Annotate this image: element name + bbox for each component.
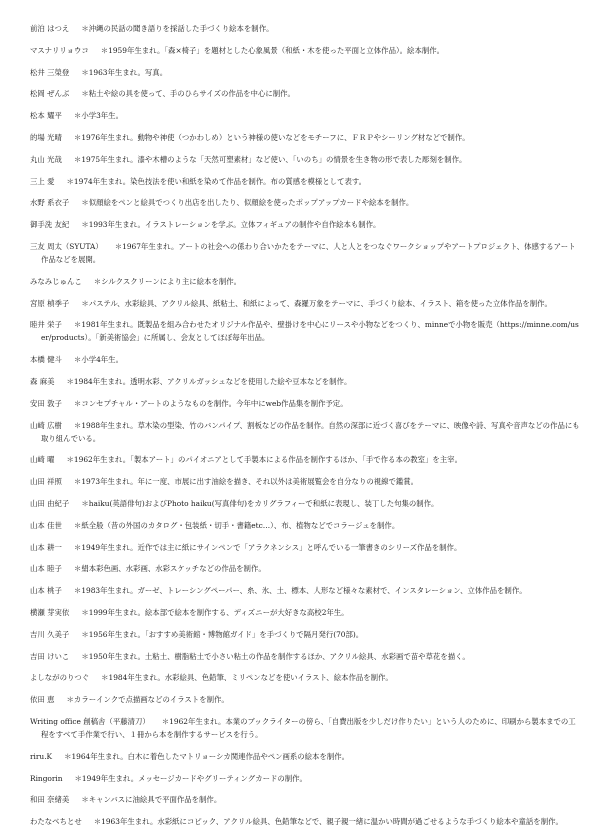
artist-description: ＊1956年生まれ。「おすすめ美術館・博物館ガイド」を手づくりで隔月発行(70部)。 [81, 629, 364, 639]
artist-description: ＊小学3年生。 [73, 111, 123, 121]
artist-description: ＊粘土や絵の具を使って、手のひらサイズの作品を中心に制作。 [81, 89, 295, 99]
artist-name: みなみじゅんこ [30, 276, 82, 286]
artist-entry [30, 297, 580, 310]
artist-entry [30, 497, 580, 510]
artist-name: 本橋 健斗 [30, 355, 62, 365]
artist-description: ＊1962年生まれ。本業のブックライターの傍ら、「自費出版を少しだけ作りたい」という人のために、印刷から製本までの工程をすべて手作業で行い、１冊から本を制作するサービスを行う。 [41, 716, 576, 739]
artist-entry [30, 750, 580, 763]
artist-entry [30, 240, 580, 266]
artist-name: 三友 周太（SYUTA） [30, 241, 103, 251]
artist-entry [30, 475, 580, 488]
artist-description: ＊1976年生まれ。動物や神使（つかわしめ）という神様の使いなどをモチーフに、ＦＲＰやシーリング材などで制作。 [73, 132, 470, 142]
artist-entry [30, 397, 580, 410]
artist-name: Writing office 創稿舎（平藤清刀） [30, 716, 150, 726]
artist-description: ＊haiku(英語俳句)およびPhoto haiku(写真俳句)をカリグラフィーで和紙に表現し、装丁した句集の制作。 [81, 498, 439, 508]
artist-name: 安田 敦子 [30, 398, 62, 408]
artist-name: わたなべちとせ [30, 817, 82, 827]
artist-entry [30, 375, 580, 388]
artist-description: ＊1975年生まれ。漆や木槽のような「天然可塑素材」など使い、「いのち」の情景を生き物の形で表した彫刻を制作。 [73, 154, 467, 164]
artist-name: 山田 祥照 [30, 477, 62, 487]
artist-entry [30, 419, 580, 445]
artist-entry [30, 109, 580, 122]
artist-name: 宮原 楨季子 [30, 298, 70, 308]
artist-name: 三上 愛 [30, 176, 55, 186]
artist-description: ＊カラーインクで点描画などのイラストを制作。 [66, 695, 229, 705]
artist-entry [30, 66, 580, 79]
artist-entry [30, 793, 580, 806]
artist-description: ＊1974年生まれ。染色技法を使い和紙を染めて作品を制作。布の質感を模様として表す。 [66, 176, 367, 186]
artist-entry [30, 519, 580, 532]
artist-name: 松岡 ぜんぶ [30, 89, 70, 99]
artist-entry [30, 815, 580, 828]
artist-name: 吉田 けいこ [30, 651, 70, 661]
artist-description: ＊パステル、水彩絵具、アクリル絵具、紙粘土、和紙によって、森羅万象をテーマに、手づくり絵本、イラスト、箱を使った立体作品を制作。 [81, 298, 552, 308]
artist-description: ＊1962年生まれ。「製本アート」のパイオニアとして手製本による作品を制作するほか、「手で作る本の教室」を主宰。 [66, 455, 462, 465]
artist-name: 山本 佳世 [30, 520, 62, 530]
artist-name: 山崎 広樹 [30, 420, 62, 430]
artist-description: ＊シルクスクリーンにより主に絵本を制作。 [93, 276, 242, 286]
artist-description: ＊1973年生まれ。年に一度、市展に出す油絵を描き、それ以外は美術展覧会を自分なりの視線で鑑賞。 [73, 477, 419, 487]
artist-description: ＊1963年生まれ。水彩紙にコピック、アクリル絵具、色鉛筆などで、親子親一緒に温かい時間が過ごせるような手づくり絵本や童話を制作。 [93, 817, 563, 827]
artist-description: ＊似顔絵をペンと絵具でつくり出店を出したり、似顔絵を使ったポップアップカードや絵本を制作。 [81, 198, 414, 208]
artist-description: ＊1959年生まれ。「森×椅子」を題材とした心象風景（和紙・木を使った平面と立体作品）。絵本制作。 [100, 45, 445, 55]
artist-entry [30, 715, 580, 741]
artist-name: 松本 耀平 [30, 111, 62, 121]
artist-description: ＊1949年生まれ。メッセージカードやグリーティングカードの制作。 [74, 773, 307, 783]
artist-entry [30, 175, 580, 188]
artist-description: ＊1999年生まれ。絵本部で絵本を制作する、ディズニーが大好きな高校2年生。 [81, 607, 349, 617]
artist-name: よしながのりつぐ [30, 673, 90, 683]
artist-description: ＊1967年生まれ。アートの社会への係わり合いかたをテーマに、人と人とをつなぐワークショップやアートプロジェクト、体感するアート作品などを展開。 [41, 241, 576, 264]
artist-name: 吉川 久美子 [30, 629, 70, 639]
artist-description: ＊小学4年生。 [73, 355, 123, 365]
artist-entry [30, 584, 580, 597]
artist-description: ＊1993年生まれ。イラストレーションを学ぶ。立体フィギュアの制作や自作絵本も制作。 [81, 220, 381, 230]
artist-name: 横瀬 芽実依 [30, 607, 70, 617]
artist-entry [30, 453, 580, 466]
artist-entry [30, 650, 580, 663]
artist-description: ＊1984年生まれ。透明水彩、アクリルガッシュなどを使用した絵や豆本などを制作。 [66, 376, 352, 386]
artist-entry [30, 196, 580, 209]
artist-entry [30, 218, 580, 231]
artist-name: Ringorin [30, 773, 63, 783]
artist-description: ＊1981年生まれ。既製品を組み合わせたオリジナル作品や、壁掛けを中心にリースや小物などをつくり、minneで小物を販売（https://minne.com/user/products）。「新美術協会」に所属し、会友としてほぼ毎年出品。 [41, 320, 579, 343]
artist-entry [30, 131, 580, 144]
artist-description: ＊1964年生まれ。白木に着色したマトリョーシカ関連作品やペン画系の絵本を制作。 [64, 751, 350, 761]
artist-name: 依田 恵 [30, 695, 55, 705]
artist-name: 森 麻美 [30, 376, 55, 386]
artist-entry [30, 671, 580, 684]
artist-entry [30, 628, 580, 641]
artist-name: 御手洗 友紀 [30, 220, 70, 230]
artist-entry [30, 275, 580, 288]
artist-name: riru.K [30, 751, 53, 761]
artist-description: ＊沖縄の民話の聞き語りを採話した手づくり絵本を制作。 [81, 24, 274, 33]
artist-name: マスナリリョウコ [30, 45, 89, 55]
artist-description: ＊1963年生まれ。写真。 [81, 67, 168, 77]
artist-entry [30, 22, 580, 35]
artist-entry [30, 772, 580, 785]
artist-description: ＊1983年生まれ。ガーゼ、トレーシングペーパー、糸、氷、土、標本、人形など様々な素材で、インスタレーション、立体作品を制作。 [73, 586, 527, 596]
artist-entry [30, 87, 580, 100]
artist-description: ＊1984年生まれ。水彩絵具、色鉛筆、ミリペンなどを使いイラスト、絵本作品を制作。 [101, 673, 393, 683]
artist-name: 山本 睦子 [30, 564, 62, 574]
artist-entry [30, 153, 580, 166]
artist-name: 前泊 はつえ [30, 24, 70, 33]
artist-entry [30, 318, 580, 344]
artist-name: 水野 系衣子 [30, 198, 70, 208]
artist-name: 山田 由紀子 [30, 498, 70, 508]
artist-entry [30, 353, 580, 366]
artist-name: 睦井 栄子 [30, 320, 62, 330]
artist-entry [30, 562, 580, 575]
artist-description: ＊1988年生まれ。草木染の型染、竹のバンパイプ、割板などの作品を制作。自然の深部に近づく喜びをテーマに、映像や詩、写真や音声などの作品にも取り組んでいる。 [41, 420, 580, 443]
artist-description: ＊紙全般（昔の外国のカタログ・包装紙・切手・書籍etc…）、布、植物などでコラージュを制作。 [73, 520, 400, 530]
artist-entry-list [30, 22, 580, 828]
artist-entry [30, 541, 580, 554]
artist-entry [30, 44, 580, 57]
artist-name: 松井 三榮登 [30, 67, 70, 77]
artist-description: ＊キャンバスに油絵具で平面作品を制作。 [81, 795, 222, 805]
artist-description: ＊コンセプチャル・アートのようなものを制作。今年中にweb作品集を制作予定。 [73, 398, 348, 408]
artist-name: 和田 奈緒美 [30, 795, 70, 805]
artist-entry [30, 693, 580, 706]
artist-name: 山崎 曜 [30, 455, 55, 465]
artist-name: 山本 桃子 [30, 586, 62, 596]
artist-entry [30, 606, 580, 619]
artist-description: ＊絹本彩色画、水彩画、水彩スケッチなどの作品を制作。 [73, 564, 266, 574]
artist-name: 丸山 光哉 [30, 154, 62, 164]
artist-description: ＊1949年生まれ。近作では主に紙にサインペンで「アラクネンシス」と呼んでいる一筆書きのシリーズ作品を制作。 [73, 542, 462, 552]
artist-name: 山本 耕一 [30, 542, 62, 552]
artist-description: ＊1950年生まれ。土粘土、樹脂粘土で小さい粘土の作品を制作するほか、アクリル絵具、水彩画で苗や草花を描く。 [81, 651, 470, 661]
artist-name: 的場 光晴 [30, 132, 62, 142]
